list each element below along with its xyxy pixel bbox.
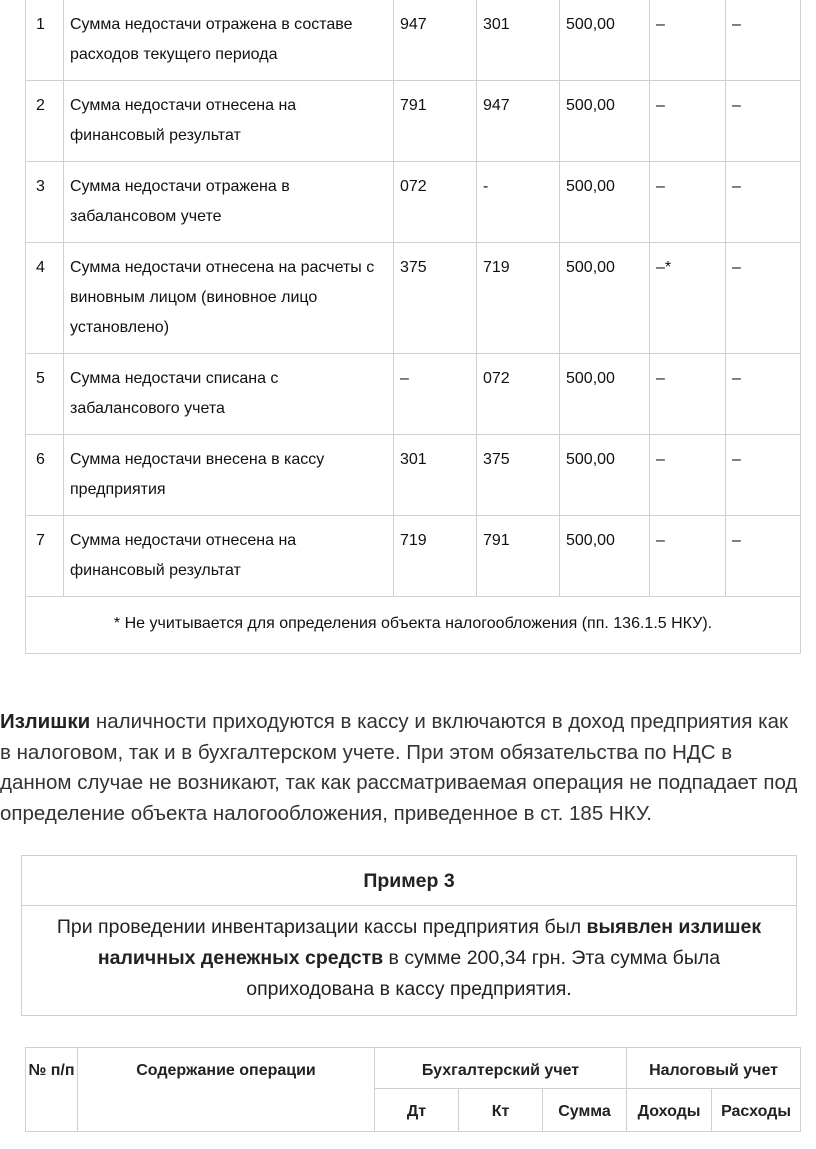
row-tax-income: –: [650, 81, 726, 162]
row-credit: 791: [477, 516, 560, 597]
example-box: [21, 855, 797, 1016]
table-header-row-1: [26, 1048, 801, 1089]
table-row: [26, 435, 801, 516]
row-sum: 500,00: [560, 243, 650, 354]
row-credit: -: [477, 162, 560, 243]
row-sum: 500,00: [560, 516, 650, 597]
example-text-bold: выявлен излишек наличных денежных средств: [97, 916, 762, 969]
row-description: Сумма недостачи отнесена на расчеты с виновным лицом (виновное лицо установлено): [64, 243, 394, 354]
table-row: [26, 81, 801, 162]
row-sum: 500,00: [560, 354, 650, 435]
row-description: Сумма недостачи отражена в забалансовом учете: [64, 162, 394, 243]
row-debit: 719: [394, 516, 477, 597]
row-credit: 719: [477, 243, 560, 354]
row-tax-expense: –: [726, 243, 801, 354]
row-sum: 500,00: [560, 435, 650, 516]
row-credit: 072: [477, 354, 560, 435]
row-sum: 500,00: [560, 162, 650, 243]
row-tax-expense: –: [726, 81, 801, 162]
table-row: [26, 243, 801, 354]
row-debit: –: [394, 354, 477, 435]
row-tax-income: –: [650, 354, 726, 435]
row-tax-expense: –: [726, 435, 801, 516]
header-tax: Налоговый учет: [627, 1048, 801, 1089]
header-kt: Кт: [459, 1089, 543, 1132]
row-tax-income: –: [650, 162, 726, 243]
row-debit: 072: [394, 162, 477, 243]
operations-table: [25, 0, 801, 654]
row-sum: 500,00: [560, 81, 650, 162]
row-num: 6: [26, 435, 64, 516]
row-tax-income: –*: [650, 243, 726, 354]
row-debit: 301: [394, 435, 477, 516]
footnote-row: [26, 597, 801, 654]
table-row: [26, 516, 801, 597]
row-description: Сумма недостачи внесена в кассу предприятия: [64, 435, 394, 516]
surplus-paragraph: [0, 707, 800, 829]
row-debit: 947: [394, 0, 477, 81]
row-debit: 375: [394, 243, 477, 354]
paragraph-bold-lead: Излишки: [0, 710, 91, 733]
row-credit: 947: [477, 81, 560, 162]
example-title: Пример 3: [22, 856, 797, 906]
row-tax-income: –: [650, 435, 726, 516]
header-expense: Расходы: [712, 1089, 801, 1132]
footnote-text: * Не учитывается для определения объекта налогообложения (пп. 136.1.5 НКУ).: [26, 597, 801, 654]
row-credit: 375: [477, 435, 560, 516]
table-row: [26, 354, 801, 435]
table-row: [26, 0, 801, 81]
header-operation: Содержание операции: [78, 1048, 375, 1132]
row-tax-expense: –: [726, 0, 801, 81]
row-credit: 301: [477, 0, 560, 81]
surplus-operations-table: [25, 1047, 801, 1132]
row-tax-expense: –: [726, 516, 801, 597]
row-num: 7: [26, 516, 64, 597]
example-body: [22, 906, 797, 1016]
row-tax-expense: –: [726, 162, 801, 243]
row-num: 5: [26, 354, 64, 435]
row-description: Сумма недостачи отражена в составе расходов текущего периода: [64, 0, 394, 81]
row-sum: 500,00: [560, 0, 650, 81]
header-num: № п/п: [26, 1048, 78, 1132]
header-income: Доходы: [627, 1089, 712, 1132]
row-num: 3: [26, 162, 64, 243]
row-debit: 791: [394, 81, 477, 162]
header-dt: Дт: [375, 1089, 459, 1132]
row-description: Сумма недостачи списана с забалансового учета: [64, 354, 394, 435]
row-num: 4: [26, 243, 64, 354]
row-tax-income: –: [650, 0, 726, 81]
paragraph-text: наличности приходуются в кассу и включаются в доход предприятия как в налоговом, так и в бухгалтерском учете. При этом обязательства по НДС в данном случае не возникают, так как рассматриваемая операция не подпадает под определение объекта налогообложения, приведенное в ст. 185 НКУ.: [0, 710, 798, 825]
row-description: Сумма недостачи отнесена на финансовый результат: [64, 81, 394, 162]
row-num: 2: [26, 81, 64, 162]
example-text-after: в сумме 200,34 грн. Эта сумма была оприходована в кассу предприятия.: [246, 947, 721, 1000]
table-row: [26, 162, 801, 243]
row-num: 1: [26, 0, 64, 81]
header-sum: Сумма: [543, 1089, 627, 1132]
row-description: Сумма недостачи отнесена на финансовый результат: [64, 516, 394, 597]
row-tax-income: –: [650, 516, 726, 597]
example-text-before: При проведении инвентаризации кассы предприятия был: [56, 916, 587, 938]
row-tax-expense: –: [726, 354, 801, 435]
header-accounting: Бухгалтерский учет: [375, 1048, 627, 1089]
